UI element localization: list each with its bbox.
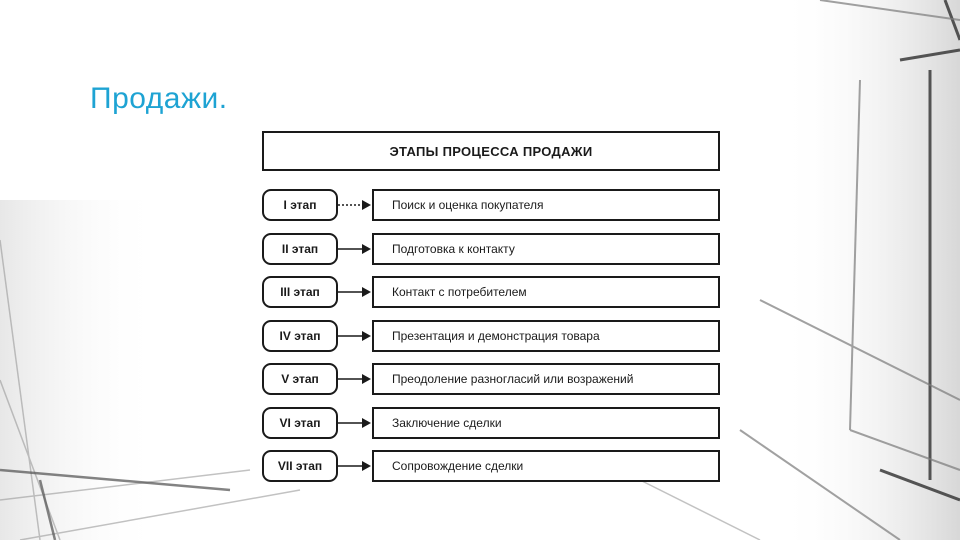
stage-row xyxy=(262,189,720,221)
stage-description-text: Поиск и оценка покупателя xyxy=(392,198,544,212)
stage-description-text: Преодоление разногласий или возражений xyxy=(392,372,634,386)
slide-title: Продажи. xyxy=(90,82,228,115)
stage-description-text: Презентация и демонстрация товара xyxy=(392,328,600,343)
arrow-right-icon xyxy=(338,197,372,213)
stage-label: II этап xyxy=(262,233,338,265)
stage-description xyxy=(372,320,720,352)
stage-row xyxy=(262,363,720,395)
stage-label: VII этап xyxy=(262,450,338,482)
stage-description xyxy=(372,233,720,265)
arrow-right-icon xyxy=(338,241,372,257)
stage-description-text: Сопровождение сделки xyxy=(392,459,524,473)
stage-description-text: Заключение сделки xyxy=(392,415,502,430)
stage-description-text: Подготовка к контакту xyxy=(392,241,515,256)
arrow-right-icon xyxy=(338,328,372,344)
stage-label: I этап xyxy=(262,189,338,221)
stage-row xyxy=(262,407,720,439)
stage-description xyxy=(372,363,720,395)
stage-label: VI этап xyxy=(262,407,338,439)
diagram-header: ЭТАПЫ ПРОЦЕССА ПРОДАЖИ xyxy=(262,131,720,171)
arrow-right-icon xyxy=(338,458,372,474)
stage-row xyxy=(262,450,720,482)
stage-label: III этап xyxy=(262,276,338,308)
stage-description xyxy=(372,276,720,308)
stage-row xyxy=(262,233,720,265)
stage-description xyxy=(372,189,720,221)
stage-label: V этап xyxy=(262,363,338,395)
stage-description xyxy=(372,407,720,439)
stage-row xyxy=(262,276,720,308)
stage-row xyxy=(262,320,720,352)
arrow-right-icon xyxy=(338,415,372,431)
stage-description-text: Контакт с потребителем xyxy=(392,285,527,299)
stage-description xyxy=(372,450,720,482)
stage-label: IV этап xyxy=(262,320,338,352)
arrow-right-icon xyxy=(338,284,372,300)
arrow-right-icon xyxy=(338,371,372,387)
